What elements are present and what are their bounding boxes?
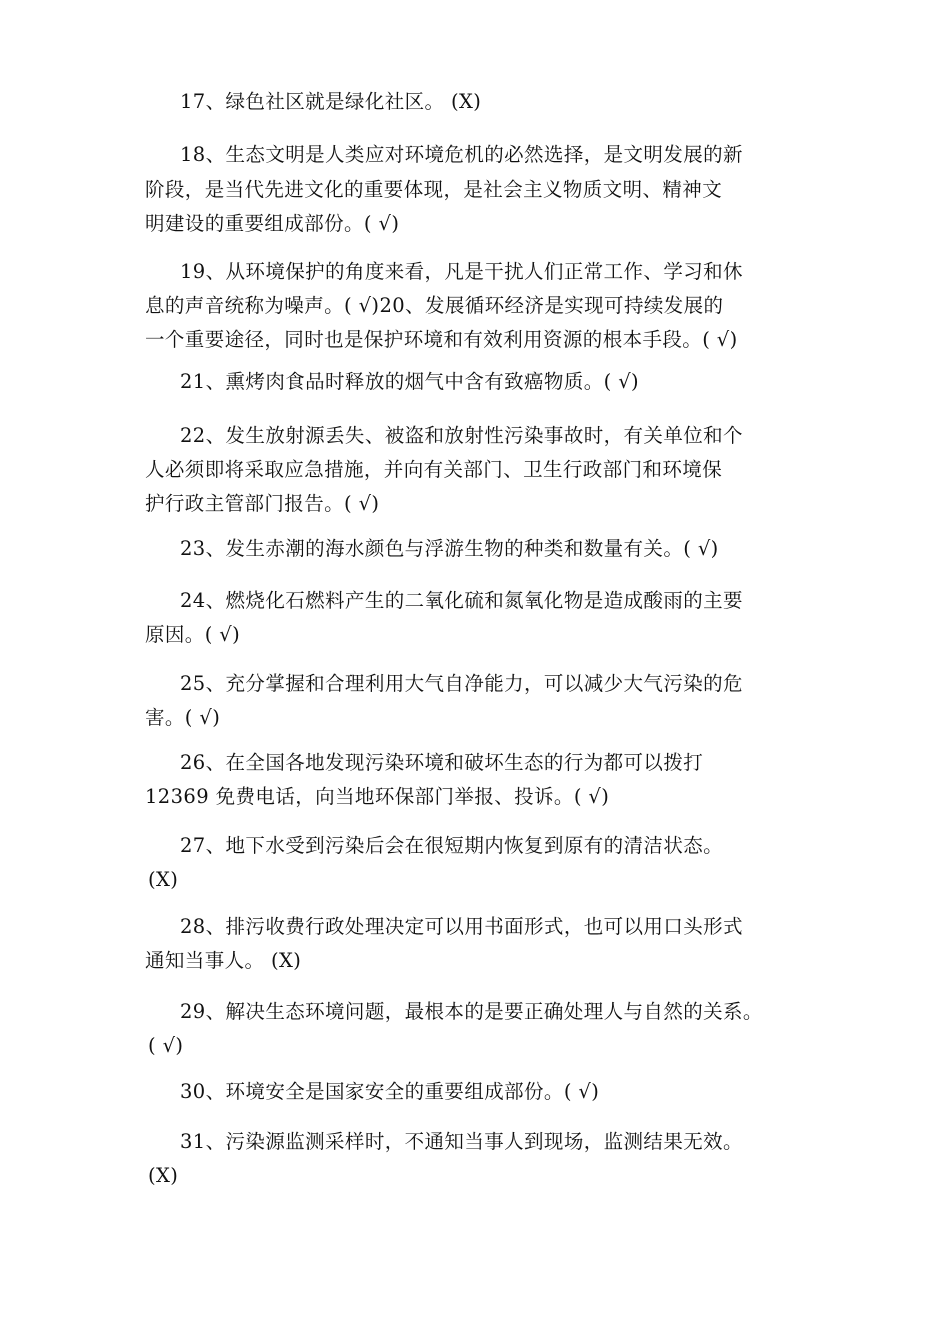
line-22c: 护行政主管部门报告。( √) [145,492,380,515]
line-31b: (X) [148,1164,179,1187]
line-29a: 29、解决生态环境问题，最根本的是要正确处理人与自然的关系。 [180,1000,763,1023]
line-26a: 26、在全国各地发现污染环境和破坏生态的行为都可以拨打 [180,751,704,774]
line-30: 30、环境安全是国家安全的重要组成部份。( √) [180,1080,600,1103]
line-25b: 害。( √) [145,706,221,729]
line-19c: 一个重要途径，同时也是保护环境和有效利用资源的根本手段。( √) [145,328,738,351]
line-23: 23、发生赤潮的海水颜色与浮游生物的种类和数量有关。( √) [180,537,719,560]
line-19b: 息的声音统称为噪声。( √)20、发展循环经济是实现可持续发展的 [145,294,724,317]
line-19a: 19、从环境保护的角度来看，凡是干扰人们正常工作、学习和休 [180,260,743,283]
line-29b: ( √) [148,1034,184,1057]
line-28a: 28、排污收费行政处理决定可以用书面形式，也可以用口头形式 [180,915,743,938]
line-27b: (X) [148,868,179,891]
line-18a: 18、生态文明是人类应对环境危机的必然选择，是文明发展的新 [180,143,743,166]
line-21: 21、熏烤肉食品时释放的烟气中含有致癌物质。( √) [180,370,640,393]
line-28b: 通知当事人。 (X) [145,949,302,972]
line-24a: 24、燃烧化石燃料产生的二氧化硫和氮氧化物是造成酸雨的主要 [180,589,743,612]
line-18b: 阶段，是当代先进文化的重要体现，是社会主义物质文明、精神文 [145,178,723,201]
line-31a: 31、污染源监测采样时，不通知当事人到现场，监测结果无效。 [180,1130,743,1153]
line-24b: 原因。( √) [145,623,241,646]
line-17: 17、绿色社区就是绿化社区。 (X) [180,90,482,113]
line-18c: 明建设的重要组成部份。( √) [145,212,400,235]
line-26b: 12369 免费电话，向当地环保部门举报、投诉。( √) [145,785,610,808]
line-25a: 25、充分掌握和合理利用大气自净能力，可以减少大气污染的危 [180,672,743,695]
line-22a: 22、发生放射源丢失、被盗和放射性污染事故时，有关单位和个 [180,424,743,447]
line-27a: 27、地下水受到污染后会在很短期内恢复到原有的清洁状态。 [180,834,724,857]
line-22b: 人必须即将采取应急措施，并向有关部门、卫生行政部门和环境保 [145,458,723,481]
